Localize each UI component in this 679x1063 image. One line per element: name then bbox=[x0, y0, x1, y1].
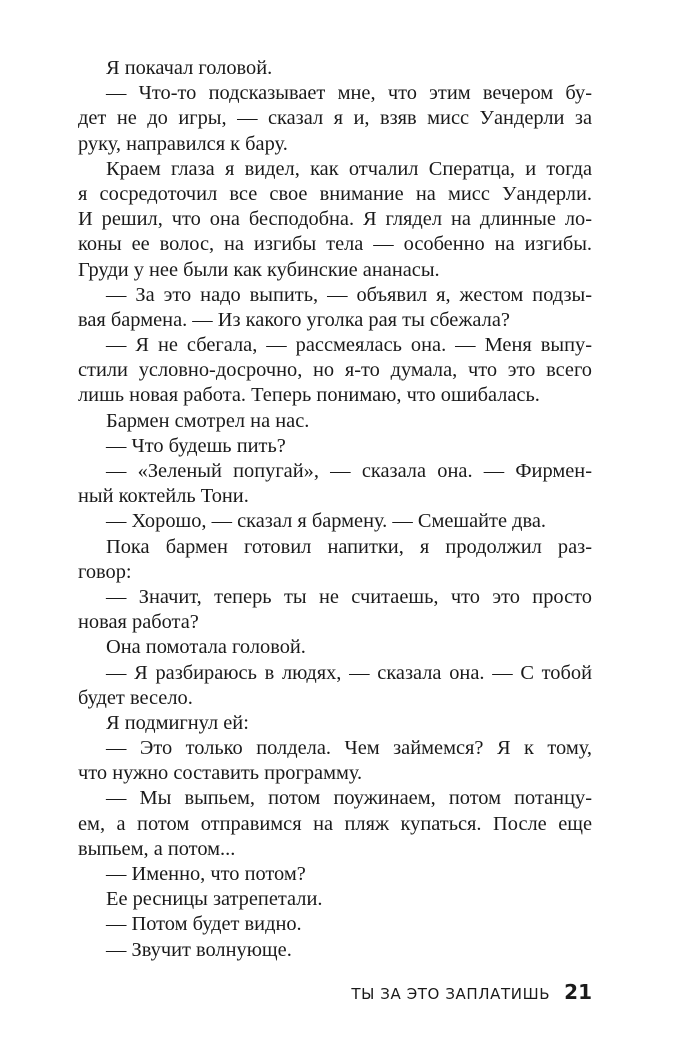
page-number: 21 bbox=[564, 980, 592, 1004]
text-line: — Это только полдела. Чем займемся? Я к тому, bbox=[106, 737, 592, 760]
text-line: Бармен смотрел на нас. bbox=[106, 409, 310, 432]
text-line: ем, а потом отправимся на пляж купаться. После еще bbox=[78, 812, 592, 835]
text-line: Пока бармен готовил напитки, я продолжил раз- bbox=[106, 535, 592, 558]
text-line: лишь новая работа. Теперь понимаю, что ошибалась. bbox=[78, 384, 540, 407]
text-line: руку, направился к бару. bbox=[78, 132, 288, 155]
text-line: — Потом будет видно. bbox=[106, 913, 302, 936]
text-line: выпьем, а потом... bbox=[78, 837, 236, 860]
text-line: новая работа? bbox=[78, 611, 199, 634]
text-line: Груди у нее были как кубинские ананасы. bbox=[78, 258, 440, 281]
text-line: — Я не сбегала, — рассмеялась она. — Меня выпу- bbox=[106, 334, 592, 357]
text-line: Она помотала головой. bbox=[106, 636, 306, 659]
text-line: будет весело. bbox=[78, 686, 193, 709]
body-text bbox=[78, 56, 592, 963]
text-line: — Мы выпьем, потом поужинаем, потом потанцу- bbox=[106, 787, 592, 810]
text-line: — Именно, что потом? bbox=[106, 863, 306, 885]
text-line: стили условно-досрочно, но я-то думала, что это всего bbox=[78, 359, 592, 382]
text-line: ный коктейль Тони. bbox=[78, 485, 249, 508]
text-line: — Что будешь пить? bbox=[106, 434, 286, 457]
text-line: я сосредоточил все свое внимание на мисс Уандерли. bbox=[78, 182, 592, 205]
text-line: И решил, что она бесподобна. Я глядел на длинные ло- bbox=[78, 208, 592, 231]
text-line: Ее ресницы затрепетали. bbox=[106, 888, 323, 911]
text-line: говор: bbox=[78, 560, 132, 583]
text-line: — Звучит волнующе. bbox=[106, 938, 292, 961]
page-footer bbox=[78, 980, 592, 1006]
running-title: ТЫ ЗА ЭТО ЗАПЛАТИШЬ bbox=[351, 985, 551, 1003]
text-line: вая бармена. — Из какого уголка рая ты сбежала? bbox=[78, 308, 510, 331]
text-line: Я покачал головой. bbox=[106, 57, 273, 79]
text-line: Краем глаза я видел, как отчалил Сператца, и тогда bbox=[106, 157, 592, 180]
text-line: — Значит, теперь ты не считаешь, что это просто bbox=[106, 585, 592, 608]
text-line: — Хорошо, — сказал я бармену. — Смешайте два. bbox=[106, 510, 546, 533]
text-line: дет не до игры, — сказал я и, взяв мисс Уандерли за bbox=[78, 107, 592, 130]
text-line: — Что-то подсказывает мне, что этим вечером бу- bbox=[106, 82, 592, 105]
text-line: Я подмигнул ей: bbox=[106, 711, 249, 734]
text-line: — Я разбираюсь в людях, — сказала она. — С тобой bbox=[106, 661, 592, 684]
text-line: — «Зеленый попугай», — сказала она. — Фирмен- bbox=[106, 460, 592, 482]
text-line: — За это надо выпить, — объявил я, жестом подзы- bbox=[106, 283, 592, 306]
text-line: коны ее волос, на изгибы тела — особенно на изгибы. bbox=[78, 233, 592, 256]
text-line: что нужно составить программу. bbox=[78, 762, 363, 785]
